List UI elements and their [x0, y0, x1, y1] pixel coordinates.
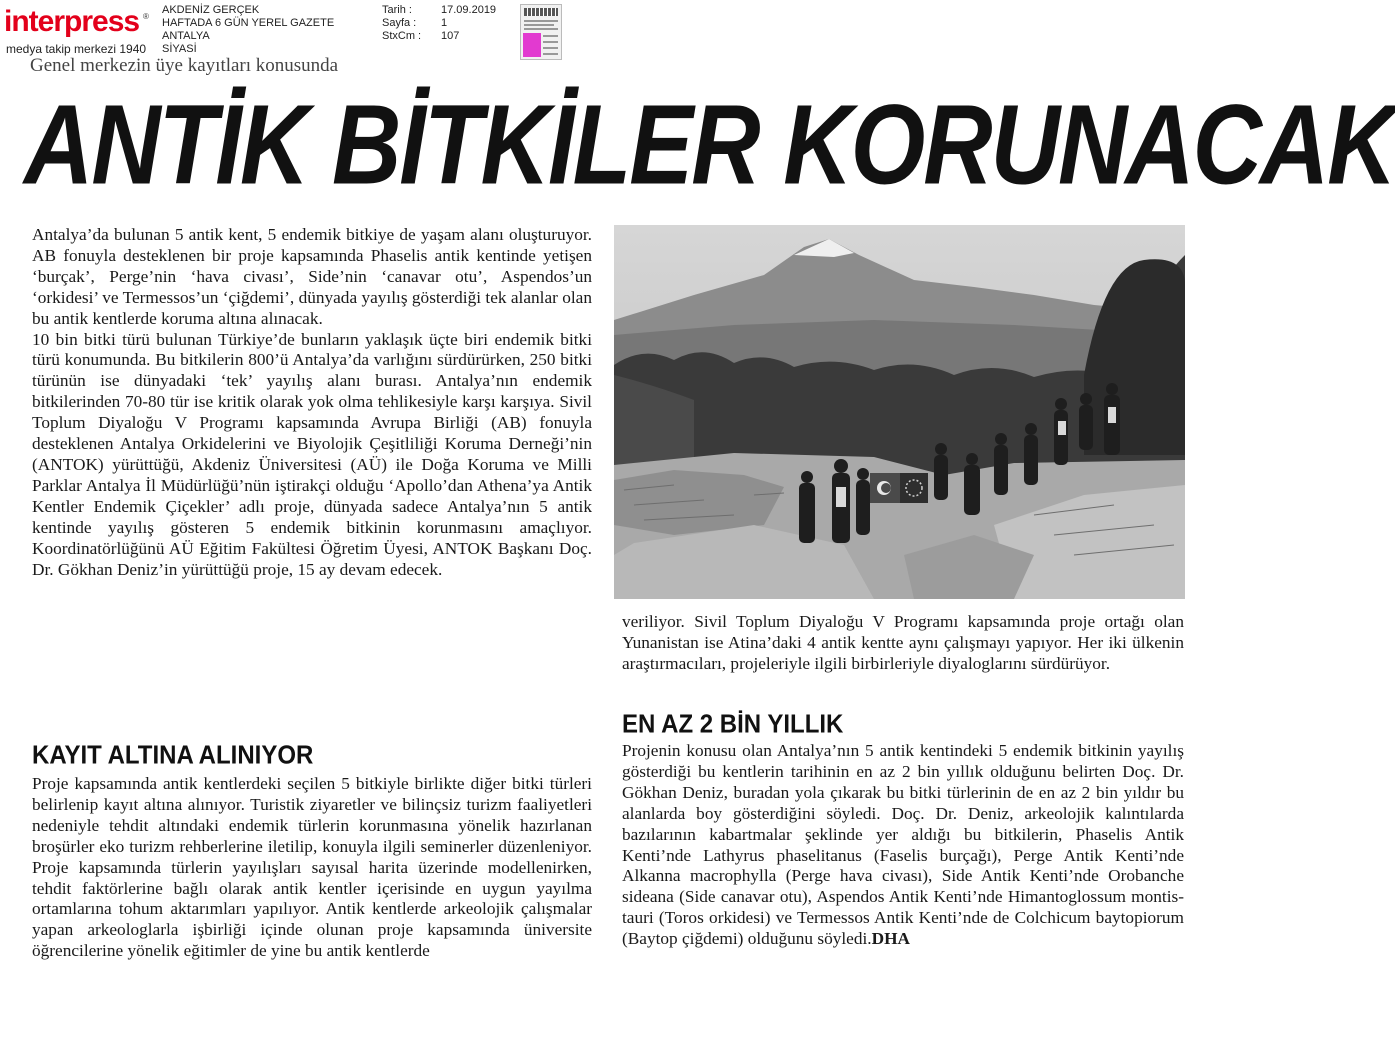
page-label: Sayfa : [382, 17, 417, 29]
body-paragraph: 10 bin bitki türü bulunan Türkiye’de bunların yaklaşık üçte biri endemik bitki türü konumunda. Bu bitkilerin 800’ü Antalya’da varlığını sürdürürken, 250 bitki türünün ise dünyadaki ‘tek’ yayılış alanı burası. Antalya’nın endemik bitkilerinden 70-80 tür ise kritik olarak yok olma tehlikesiyle karşı karşıya. Sivil Toplum Diyaloğu V Programı kapsamında Avrupa Birliği (AB) fonuyla desteklenen Antalya Orkidelerini ve Biyolojik Çeşitliliği Koruma Derneği’nin (ANTOK) yürüttüğü, Akdeniz Üniversitesi (AÜ) ile Doğa Koruma ve Milli Parklar Antalya İl Müdürlüğü’nün iştirakçi olduğu ‘Apollo’dan Athena’ya Antik Kentler Endemik Çiçekler’ adlı proje, dünyada sadece Antalya’nın 5 antik kentinde yayılış gösteren 5 endemik bitkinin korunmasını amaçlıyor. Koordinatörlüğünü AÜ Eğitim Fakültesi Öğretim Üyesi, ANTOK Başkanı Doç. Dr. Gökhan Deniz’in yürüttüğü proje, 15 ay devam edecek. [32, 329, 592, 579]
clipping-info-labels [382, 4, 421, 43]
article-body-continued [622, 612, 1184, 675]
article-body-section-2 [32, 774, 592, 962]
article-body-intro [32, 225, 592, 580]
stxcm-value: 107 [441, 30, 460, 42]
subheading-kayit: KAYIT ALTINA ALINIYOR [32, 740, 314, 771]
date-value: 17.09.2019 [441, 4, 497, 16]
date-label: Tarih : [382, 4, 412, 16]
body-paragraph: Projenin konusu olan Antalya’nın 5 antik kentindeki 5 endemik bitkinin yayılış gösterdiği bu kentlerin tarihinin en az 2 bin yıllık olduğunu belirten Doç. Dr. Gökhan Deniz, buradan yola çıkarak bu bitki türlerinin de en az 2 bin yıldır bu alanlarda boy gösterdiğini söyledi. Doç. Dr. Deniz, arkeolojik kalıntılarda bazılarının kabartmalar şeklinde yer aldığı bu bitkilerin, Phaselis Antik Kenti’nde Lathyrus phaselitanus (Faselis burçağı), Perge Antik Kenti’nde Alkanna macrophylla (Perge hava civası), Side Antik Kenti’nde Orobanche sideana (Side canavar otu), Aspendos Antik Kenti’nde Himantoglossum montis-tauri (Toros orkidesi) ve Termessos Antik Kenti’nde de Colchicum baytopiorum (Baytop çiğdemi) olduğunu söyledi. [622, 741, 1184, 949]
publication-frequency: HAFTADA 6 GÜN YEREL GAZETE [162, 17, 335, 29]
page-value: 1 [441, 17, 448, 29]
stxcm-label: StxCm : [382, 30, 422, 42]
article-body-section-3 [622, 741, 1184, 950]
logo-tagline: medya takip merkezi 1940 [6, 42, 147, 56]
page-thumbnail [520, 4, 562, 60]
logo-registered-mark: ® [143, 12, 149, 21]
subheading-en-az-2-bin: EN AZ 2 BİN YILLIK [622, 709, 844, 740]
publication-name: AKDENİZ GERÇEK [162, 4, 260, 16]
thumbnail-highlight [523, 33, 541, 57]
publication-info [162, 4, 334, 56]
news-agency-credit: DHA [871, 929, 910, 949]
article-kicker: Genel merkezin üye kayıtları konusunda [30, 55, 339, 76]
publication-section: SİYASİ [162, 43, 197, 55]
publication-city: ANTALYA [162, 30, 210, 42]
clipping-info-values [441, 4, 496, 43]
article-headline: ANTİK BİTKİLER KORUNACAK [24, 82, 1395, 209]
logo-brand-text: interpress [4, 5, 140, 38]
body-paragraph: Proje kapsamında antik kentlerdeki seçilen 5 bitkiyle birlikte diğer bitki türleri belirlenip kayıt altına alınıyor. Turistik ziyaretler ve bilinçsiz turizm faaliyetleri nedeniyle tehdit altındaki endemik türlerin korunmasına yönelik hazırlanan broşürler eko turizm rehberlerine iletilip, konuyla ilgili seminerler düzenleniyor. Proje kapsamında türlerin yayılışları sayısal harita üzerinde modellenirken, tehdit faktörlerine bağlı olarak antik kentler içerisinde en uygun yayılma ortamlarına tohum aktarımları yapılıyor. Antik kentlerde arkeolojik çalışmalar yapan arkeologlarla işbirliği içinde olunan proje kapsamında üniversite öğrencilerine yönelik eğitimler de yine bu antik kentlerde [32, 774, 592, 961]
body-paragraph: veriliyor. Sivil Toplum Diyaloğu V Programı kapsamında proje ortağı olan Yunanistan ise Atina’daki 4 antik kentte aynı çalışmayı yapıyor. Her iki ülkenin araştırmacıları, projeleriyle ilgili birbirleriyle diyaloglarını sürdürüyor. [622, 612, 1184, 673]
photo-illustration [614, 225, 1185, 599]
article-photo [614, 225, 1185, 599]
intro-paragraph: Antalya’da bulunan 5 antik kent, 5 endemik bitkiye de yaşam alanı oluşturuyor. AB fonuyla desteklenen bir proje kapsamında Phaselis antik kentinde yetişen ‘burçak’, Perge’nin ‘hava civası’, Side’nin ‘canavar otu’, Aspendos’un ‘orkidesi’ ve Termessos’un ‘çiğdemi’, dünyada yayılış gösterdiği tek alanlar olan bu antik kentlerde koruma altına alınacak. [32, 225, 592, 328]
